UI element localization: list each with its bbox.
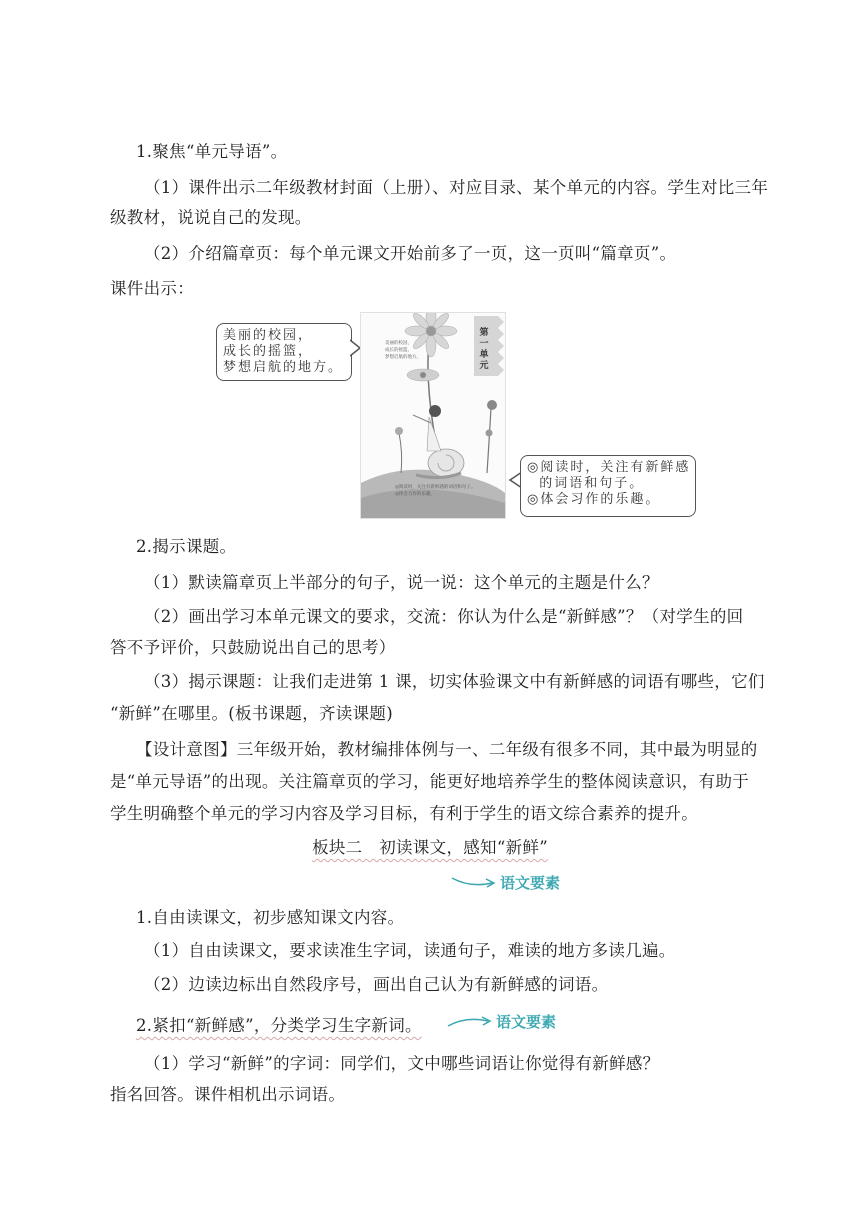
design-intent-line3: 学生明确整个单元的学习内容及学习目标，有利于学生的语文综合素养的提升。 — [110, 804, 698, 823]
cover-bottom-text: ◎阅读时，关注有新鲜感的词语和句子。 — [395, 485, 476, 490]
left-bubble-line: 梦想启航的地方。 — [223, 360, 344, 375]
section1-p1-line1: （1）课件出示二年级教材封面（上册）、对应目录、某个单元的内容。学生对比三年 — [144, 178, 769, 197]
section1-p2: （2）介绍篇章页：每个单元课文开始前多了一页，这一页叫“篇章页”。 — [144, 244, 677, 263]
cover-small-text: 梦想启航的地方。 — [385, 355, 421, 360]
right-bubble-line: ◎体会习作的乐趣。 — [527, 492, 661, 507]
block2-item2-p1: （1）学习“新鲜”的字词：同学们，文中哪些词语让你觉得有新鲜感？ — [144, 1054, 660, 1073]
arrow-icon — [450, 874, 498, 890]
arrow-icon — [446, 1014, 494, 1030]
right-bubble-line: 的词语和句子。 — [527, 476, 645, 491]
block2-title-text: 板块二 初读课文，感知“新鲜” — [312, 838, 548, 857]
courseware-label: 课件出示： — [110, 279, 194, 298]
section2-p2-line2: 答不予评价，只鼓励说出自己的思考） — [110, 638, 396, 657]
block2-item2-heading — [136, 1016, 422, 1036]
design-intent-line2: 是“单元导语”的出现。关注篇章页的学习，能更好地培养学生的整体阅读意识，有助于 — [110, 772, 750, 791]
language-element-tag: 语文要素 — [496, 1013, 557, 1031]
block2-item1-p2: （2）边读边标出自然段序号，画出自己认为有新鲜感的词语。 — [144, 975, 609, 994]
cover-small-text: 成长的摇篮， — [385, 348, 412, 353]
left-speech-bubble — [216, 323, 352, 381]
block2-item1-p1: （1）自由读课文，要求读准生字词，读通句子，难读的地方多读几遍。 — [144, 941, 676, 960]
unit-label: 第一单元 — [479, 328, 489, 371]
right-bubble-line: ◎阅读时，关注有新鲜感 — [527, 460, 691, 475]
left-bubble-line: 美丽的校园， — [223, 328, 314, 343]
section2-heading: 2.揭示课题。 — [136, 537, 237, 556]
block2-title — [0, 838, 860, 858]
right-speech-bubble — [520, 455, 696, 517]
section1-p1-line2: 级教材，说说自己的发现。 — [110, 208, 312, 227]
section1-heading: 1.聚焦“单元导语”。 — [136, 142, 288, 161]
cover-bottom-text: ◎体会习作的乐趣。 — [395, 492, 435, 497]
block2-item2-p2: 指名回答。课件相机出示词语。 — [110, 1085, 346, 1104]
block2-item2-heading-text: 2.紧扣“新鲜感”，分类学习生字新词。 — [136, 1016, 422, 1035]
section2-p3-line2: “新鲜”在哪里。(板书课题，齐读课题) — [110, 704, 393, 723]
section2-p2-line1: （2）画出学习本单元课文的要求，交流：你认为什么是“新鲜感”？（对学生的回 — [144, 607, 744, 626]
cover-small-text: 美丽的校园， — [385, 341, 412, 346]
section2-p3-line1: （3）揭示课题：让我们走进第 1 课，切实体验课文中有新鲜感的词语有哪些，它们 — [144, 672, 765, 691]
section2-p1: （1）默读篇章页上半部分的句子，说一说：这个单元的主题是什么？ — [144, 573, 659, 592]
design-intent-line1: 【设计意图】三年级开始，教材编排体例与一、二年级有很多不同，其中最为明显的 — [136, 740, 758, 759]
block2-item1-heading: 1.自由读课文，初步感知课文内容。 — [136, 908, 405, 927]
language-element-tag: 语文要素 — [500, 874, 561, 892]
left-bubble-line: 成长的摇篮， — [223, 344, 314, 359]
